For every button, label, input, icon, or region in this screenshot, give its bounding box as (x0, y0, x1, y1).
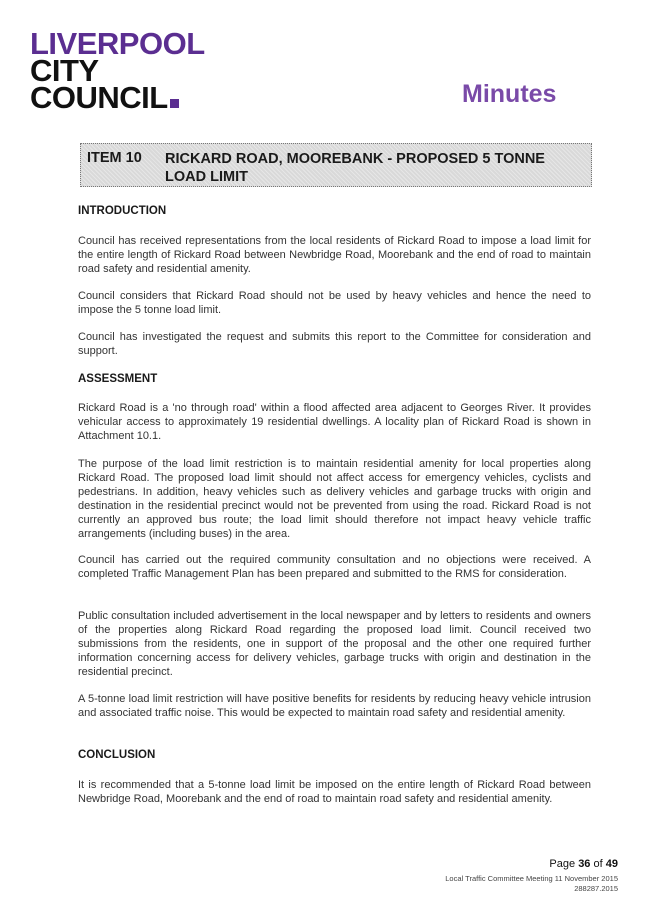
assessment-paragraph-1: Rickard Road is a 'no through road' within a flood affected area adjacent to Georges River. It provides vehicular access to approximately 19 residential dwellings. A locality plan of Rickard Road is shown in Attachment 10.1. (78, 402, 591, 442)
logo-line-liverpool: LIVERPOOL (30, 26, 205, 61)
assessment-paragraph-3: Council has carried out the required community consultation and no objections were received. A completed Traffic Management Plan has been prepared and submitted to the RMS for consideration. (78, 554, 591, 580)
page-prefix: Page (549, 858, 576, 870)
document-type-label: Minutes (462, 80, 557, 108)
meeting-reference: Local Traffic Committee Meeting 11 November 2015 (445, 874, 618, 883)
item-title: RICKARD ROAD, MOOREBANK - PROPOSED 5 TONNE LOAD LIMIT (165, 151, 545, 185)
council-logo (30, 26, 205, 115)
introduction-paragraph-3: Council has investigated the request and submits this report to the Committee for consideration and support. (78, 331, 591, 357)
assessment-paragraph-5: A 5-tonne load limit restriction will have positive benefits for residents by reducing heavy vehicle intrusion and associated traffic noise. This would be expected to maintain road safety and residential amenity. (78, 693, 591, 719)
document-id: 288287.2015 (574, 884, 618, 893)
item-heading-box (80, 143, 592, 187)
introduction-paragraph-1: Council has received representations from the local residents of Rickard Road to impose a load limit for the entire length of Rickard Road between Newbridge Road, Moorebank and the end of road to maintain road safety and residential amenity. (78, 235, 591, 275)
logo-line-council (30, 80, 205, 115)
page-number (549, 858, 618, 870)
item-number: ITEM 10 (87, 150, 142, 166)
logo-line-council-text: COUNCIL (30, 80, 168, 115)
page-current: 36 (578, 858, 591, 870)
logo-dot-icon (170, 99, 179, 108)
conclusion-heading: CONCLUSION (78, 749, 156, 761)
introduction-paragraph-2: Council considers that Rickard Road should not be used by heavy vehicles and hence the need to impose the 5 tonne load limit. (78, 290, 591, 316)
conclusion-paragraph-1: It is recommended that a 5-tonne load limit be imposed on the entire length of Rickard Road between Newbridge Road, Moorebank and the end of road to maintain road safety and residential amenity. (78, 779, 591, 805)
page-of: of (593, 858, 603, 870)
assessment-heading: ASSESSMENT (78, 373, 158, 385)
logo-line-city: CITY (30, 53, 99, 88)
assessment-paragraph-2: The purpose of the load limit restriction is to maintain residential amenity for local properties along Rickard Road. The proposed load limit should not affect access for emergency vehicles, cyclists and pedestrians. In addition, heavy vehicles such as delivery vehicles and garbage trucks with origin and destination in the residential precinct would not be prevented from using the road. Rickard Road is not currently an approved bus route; the load limit should therefore not impact heavy vehicle traffic arrangements (including buses) in the area. (78, 458, 591, 540)
assessment-paragraph-4: Public consultation included advertisement in the local newspaper and by letters to residents and owners of the properties along Rickard Road regarding the proposed load limit. Council received two submissions from the residents, one in support of the proposal and the other one required further information concerning access for delivery vehicles, garbage trucks with origin and destination in the residential precinct. (78, 610, 591, 678)
introduction-heading: INTRODUCTION (78, 205, 167, 217)
page-total: 49 (605, 858, 618, 870)
